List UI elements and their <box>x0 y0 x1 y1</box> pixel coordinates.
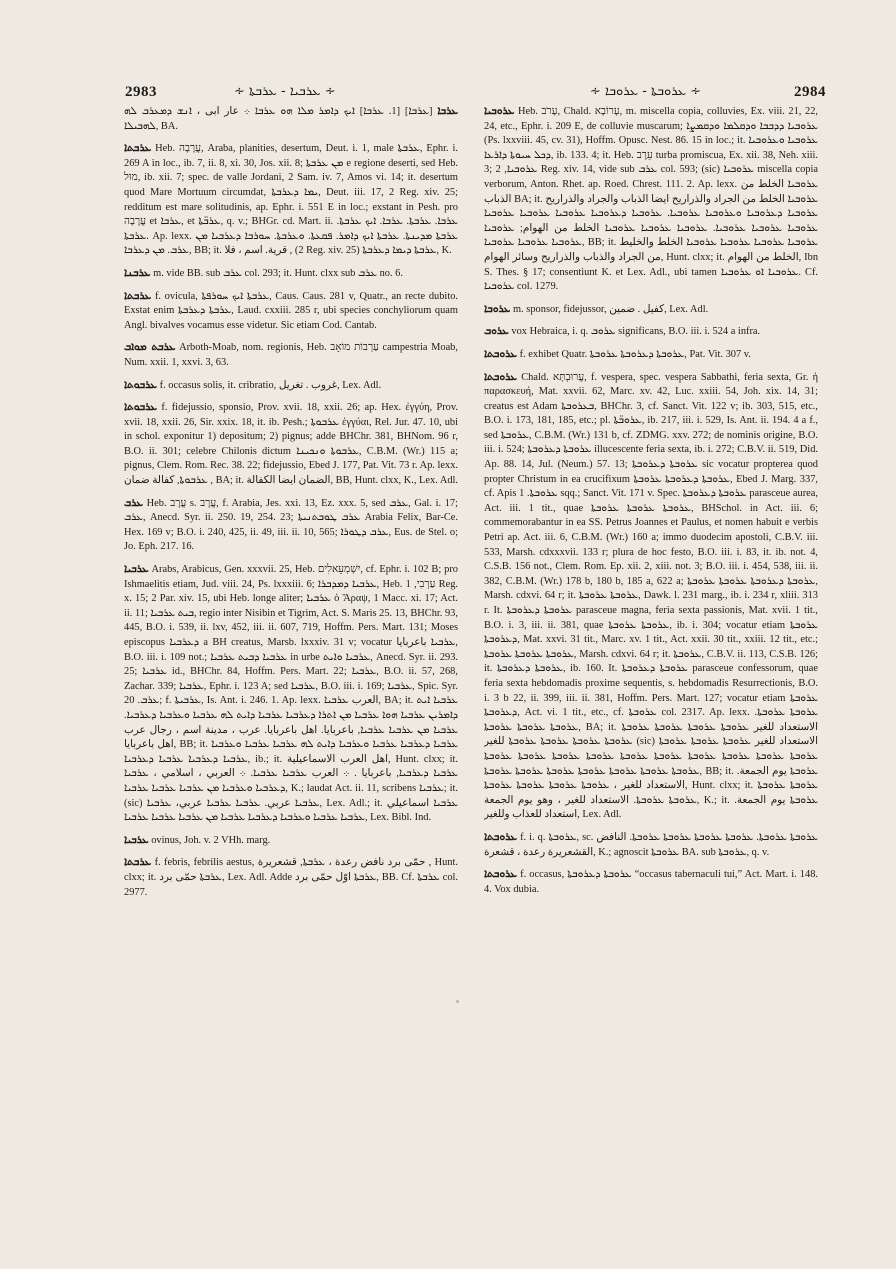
scan-speck <box>456 1000 459 1003</box>
left-page-number: 2983 <box>125 84 157 100</box>
entry-headword: ܥܪܒܬܐ <box>124 142 152 155</box>
left-running-head: ∻ ܥܪܒܝܐ - ܥܪܒܬܐ ∻ <box>234 84 336 99</box>
dictionary-entry <box>124 340 458 370</box>
right-running-head: ∻ ܥܪܘܒܬܐ - ܥܪܘܒܐ ∻ <box>590 84 702 99</box>
entry-headword: ܥܪܒܝܐ <box>124 833 149 846</box>
dictionary-entry <box>484 867 818 897</box>
dictionary-entry <box>124 562 458 826</box>
entry-headword: ܥܪܘܒܬܐ <box>484 830 518 843</box>
entry-text: Heb. עָרֹב, Chald. עָרוֹבָא, m. miscella copia, colluvies, Ex. viii. 21, 22, 24, etc., Ephr. i. 209 E, de colluvie muscarum; ܥܪܘܒܝܐ ܕܕܒܒܐ ܘܕܩܠܡܐ ܘܕܩܡܨܐ (Ps. lxxviii. 45, cv. 31), Hoffm. Opusc. Nest. 86. 15 in loc.; it. ܥܪܘܒܝܐ ܘܥܪܘܒܝܐ ܕܟܠ ܚܝܘܬܐ ܕܐܪܥܐ, ib. 133. 4; it. Heb. עֵרֶב turba promiscua, Ex. xii. 38, Neh. xiii. 3; ܥܪܘܒܝܐ, 2 Reg. xiv. 14, vide sub ܥܪܒ col. 593; (sic) ܥܪܘܒܝܐ miscella copia verborum, Anton. Rhet. ap. Roed. Chrest. 111. 2. Ap. lexx. ܥܪܘܒܝܐ الخلط من الذباب BA; it. ܥܪܘܒܝܐ الخلط من الجراد والذراريح ايضا الذباب والجراد والذراريح ܥܪܘܒܝܐ ܕܥܪܘܒܝܐ ܘܥܪܘܒܝܐ ܥܪܘܒܝܐ. ܥܪܘܒܝܐ ܕܥܪܘܒܝܐ ܥܪܘܒܝܐ ܥܪܘܒܝܐ ܥܪܘܒܝܐ ܥܪܘܒܝܐ ܥܪܘܒܝܐ ܥܪܘܒܝܐ. ܥܪܘܒܝܐ ܥܪܘܒܝܐ ܥܪܘܒܝܐ الخلط من الهوام; ܥܪܘܒܝܐ ܥܪܘܒܝܐ ܥܪܘܒܝܐ ܥܪܘܒܝܐ, BB; it. ܥܪܘܒܝܐ ܥܪܘܒܝܐ ܥܪܘܒܝܐ ܥܪܘܒܝܐ الخلط والخليط من الجراد والذباب والذراريح وسائر الهوام, Hunt. clxx; it. الخلط من الهوام, Ibn S. Thes. § 17; consentiunt K. et Lex. Adl., ubi tamen ܥܪܘܒܝܐ ܐܘ ܥܪܘܒܝܐ. Cf. ܥܪܘܒܝܐ col. 1279. <box>484 106 818 293</box>
dictionary-entry <box>124 855 458 900</box>
entry-text: f. i. q. ܥܪܘܒܬܐ, sc. ܥܪܘܒܬܐ ܥܪܘܒܬܐ. ܥܪܘܒܬܐ ܥܪܘܒܬܐ ܥܪܘܒܬܐ ܥܪܘܒܬܐ. النافض القشعريرة رعدة ، قشعرة, K.; agnoscit ܥܪܘܒܬܐ BA. sub ܥܪܘܒܬܐ, q. v. <box>484 831 818 858</box>
dictionary-entry <box>124 496 458 555</box>
dictionary-entry <box>124 833 458 849</box>
entry-text: m. sponsor, fidejussor, كفيل . ضمين, Lex. Adl. <box>513 303 709 315</box>
entry-text: Chald. עֲרוּבְתָּא, f. vespera, spec. vespera Sabbathi, feria sexta, Gr. ἡ παρασκευή, Mat. xxvii. 62, Marc. xv. 42, Luc. xxiii. 54, Joh. xix. 14, 31; creatus est Adam ܒܥܪܘܒܬܐ, BHChr. 3, cf. Sanct. Vit. 122 v; ib. 303, 515, etc., B.O. i. 173, 181, 185, etc.; pl. ܥܪܘܒ̈ܬܐ, ib. 217, iii. i. 529, Is. Ant. ii. 194. 4 a f., sed ܥܪܘܒܬܐ, C.B.M. (Wr.) 131 b, cf. ZDMG. xxv. 272; de nominis origine, B.O. iii. i. 524; ܥܪܘܒܬܐ ܕܥܪܘܒܬܐ illucescente feria sexta, ib. i. 272; C.B.V. ii. 519, Did. Ap. 88. 14, Jul. (Neum.) 57. 13; ܥܪܘܒܬܐ ܕܥܪܘܒܬܐ sic vocatur propterea quod propter Christum in ea crucifixum ܥܪܘܒܬܐ ܕܥܪܘܒܬܐ ܥܪܘܒܬܐ, Ebed J. Marg. 337, cf. Apis ܥܪܘܒܬܐ. 1 sqq.; Sanct. Vit. 171 v. Spec. ܥܪܘܒܬܐ ܕܥܪܘܒܬܐ parasceue aurea, Act. iii. 1 tit., quae ܥܪܘܒܬܐ ܥܪܘܒܬܐ ܥܪܘܒܬܐ, BHSchol. in Act. iii. 6; commemorabantur in ea SS. Petrus Joannes et Paulus, et nomen habuit e verbis Petri ap. Act. iii. 6, C.B.M. (Wr.) 160 a; immo duodecim apostoli, C.B.V. iii. 533, Marsh. cdxxxvii. 133 r; plura de hoc festo, B.O. iii. i. 83, it. ib. not. 4, C.S.B. 156 not., Clem. Rom. Ep. xii. 2, xiii. not. 3; B.O. iii. i. 454, 538, iii. ii. 382, C.B.M. (Wr.) 178 b, 180 b, 185 a, 622 a; ܥܪܘܒܬܐ ܕܥܪܘܒܬܐ ܥܪܘܒܬܐ ܥܪܘܒܬܐ, Marsh. cdxvi. 64 r; it. ܥܪܘܒܬܐ ܥܪܘܒܬܐ, Dawk. l. 231 marg., ib. i. 234 r, xliii. 313 r. It. ܥܪܘܒܬܐ ܕܥܪܘܒܬܐ parasceue magna, feria sexta passionis, Mat. xvii. 1 tit., B.O. i. 3, iii. ii. 381, quae ܥܪܘܒܬܐ ܥܪܘܒܬܐ, ib. i. 304; vocatur etiam ܥܪܘܒܬܐ ܕܥܪܘܒܬܐ, Mat. xxvi. 31 tit., Marc. xv. 1 tit., Act. xxii. 30 tit., xxiii. 12 tit., etc.; ܥܪܘܒܬܐ ܥܪܘܒܬܐ ܥܪܘܒܬܐ, Marsh. cdxvi. 64 r; it. ܥܪܘܒܬܐ, C.B.V. ii. 113, C.S.B. 126; it. ܥܪܘܒܬܐ ܕܥܪܘܒܬܐ, ib. 160. It. ܥܪܘܒܬܐ ܕܥܪܘܒܬܐ parasceue confessorum, quae feria sexta hebdomadis proxime sequentis, s. hebdomadis Resurrectionis, B.O. i. 3 b 22, ii. 399, iii. ii. 381, Hoffm. Pers. Mart. 127; vocatur etiam ܥܪܘܒܬܐ ܕܥܪܘܒܬܐ, Act. vi. 1 tit., etc., cf. ܥܪܘܒܬܐ col. 2317. Ap. lexx. ܥܪܘܒܬܐ ܥܪܘܒܬܐ. ܥܪܘܒܬܐ ܥܪܘܒܬܐ ܥܪܘܒܬܐ, BA; it. الاستعداد للغير ܥܪܘܒܬܐ ܥܪܘܒܬܐ ܥܪܘܒܬܐ ܥܪܘܒܬܐ ܥܪܘܒܬܐ ܥܪܘܒܬܐ ܥܪܘܒܬܐ ܥܪܘܒܬܐ للغير (sic) الاستعداد للغير ܥܪܘܒܬܐ ܥܪܘܒܬܐ ܥܪܘܒܬܐ ܥܪܘܒܬܐ ܥܪܘܒܬܐ ܥܪܘܒܬܐ ܥܪܘܒܬܐ ܥܪܘܒܬܐ ܥܪܘܒܬܐ ܥܪܘܒܬܐ ܥܪܘܒܬܐ ܥܪܘܒܬܐ ܥܪܘܒܬܐ ܥܪܘܒܬܐ ܥܪܘܒܬܐ ܥܪܘܒܬܐ ܥܪܘܒܬܐ ܥܪܘܒܬܐ ܥܪܘܒܬܐ ܥܪܘܒܬܐ, BB; it. ܥܪܘܒܬܐ يوم الجمعة. الاستعداد للغير ، ܥܪܘܒܬܐ ܥܪܘܒܬܐ ܥܪܘܒܬܐ ܥܪܘܒܬܐ, Hunt. clxx; it. ܥܪܘܒܬܐ ܥܪܘܒܬܐ ܥܪܘܒܬܐ ܥܪܘܒܬܐ. الاستعداد للغير ، وهو يوم الجمعة, K.; it. ܥܪܘܒܬܐ يوم الجمعة. استعداد للعذاب وللغير, Lex. Adl. <box>484 371 818 821</box>
dictionary-entry <box>124 378 458 394</box>
dictionary-entry <box>484 830 818 860</box>
entry-text: f. occasus solis, it. cribratio, غروب . تغريل, Lex. Adl. <box>159 379 382 391</box>
entry-headword: ܥܪܒܝܐ <box>124 563 149 576</box>
dictionary-entry <box>124 400 458 489</box>
dictionary-entry <box>484 324 818 340</box>
dictionary-entry <box>124 289 458 334</box>
entry-text: vox Hebraica, i. q. ܥܪܘܒ significans, B.O. iii. i. 524 a infra. <box>511 326 761 338</box>
dictionary-entry <box>484 302 818 318</box>
dictionary-entry <box>484 104 818 295</box>
entry-text: Heb. עֲרָבָה, Araba, planities, desertum, Deut. i. 1, male ܥܪܒܬܐ, Ephr. i. 269 A in loc., ib. 7, ii. 8, xi. 30, Jos. xii. 8; ܡܢ ܥܪܒܬܐ e regione deserti, sed Heb. מוּל, ib. xii. 7; spec. de valle Jordani, 2 Sam. iv. 7, Amos vi. 14; it. desertum quod Mare Mortuum circumdat, ܝܡܐ ܕܥܪܒܬܐ, Deut. iii. 17, 2 Reg. xiv. 25; redditum est mare solitudinis, ap. Ephr. i. 551 E in loc.; exstant in Pesh. pro עֲרָבָה et ܥܪܒܐ, et ܥܪܒ̈ܬܐ, q. v.; BHGr. cd. Mart. ii. ܥܪܒܐ. ܥܪܒܬܐ. ܥܪܒܐ. ܐܝܟ ܥܪܒܬܐ. ܥܪܒܬܐ. Ap. lexx. ܥܪܒܬܐ ܡܕܝܢܬܐ. ܥܪܒܬܐ ܐܝܟ ܕܐܡܪ. ܦܩܥܬܐ. ܘܥܪܒܬܐ. ܚܘܪܒܐ ܕܥܪܒܝܐ ܡܢ ܥܪܒ. ܡܢ ܕܥܪܒܐ, BB; it. قرية. اسم ، فلا , (2 Reg. xiv. 25) ܥܪܒܬܐ ܕܝܡܐ ܕܥܪܒܬܐ, K. <box>124 143 458 257</box>
entry-text: f. occasus, ܥܪܘܒܬܐ ܕܥܪܘܒܬܐ “occasus tabernaculi tui,” Act. Mart. i. 148. 4. Vox dubia. <box>484 869 818 895</box>
left-column <box>124 104 458 1254</box>
dictionary-entry <box>124 141 458 259</box>
entry-headword: ܥܪܒܘܬܐ <box>124 378 158 391</box>
entry-headword: ܥܪܒ <box>124 496 143 509</box>
entry-headword: ܥܪܘܒ <box>484 325 509 338</box>
entry-text: m. vide BB. sub ܥܪܒ col. 293; it. Hunt. clxx sub ܥܪܒ no. 6. <box>153 267 403 279</box>
entry-text: f. exhibet Quatr. ܥܪܘܒܬܐ ܕܥܪܘܒܬܐ ܥܪܘܒܬܐ, Pat. Vit. 307 v. <box>519 348 751 360</box>
dictionary-entry <box>124 104 458 134</box>
entry-text: f. fidejussio, sponsio, Prov. xvii. 18, xxii. 26; ap. Hex. ἐγγύη, Prov. xvii. 18, xxii. 26, Sir. xxix. 18, it. ib. Pesh.; ܥܪܒܘܬܐ ἐγγύαι, Rel. Jur. 47. 10, ubi in schol. exponitur 1) depositum; 2) pignus; adde BHChr. 381, BHNom. 96 r, B.O. ii. 301; celebre Chilonis dictum ܥܪܒܘܬܐ ܘܢܟܝܢܐ, C.B.M. (Wr.) 115 a; pignus, Clem. Rom. Rec. 38. 22; fidejussio, Ebed J. 177, Pat. Vit. 73 r. Ap. lexx. ܥܪܒܘܬܐ, كفالة ضمان , BA; it. الضمان ايضا الكفالة, BB, Hunt. clxx, K., Lex. Adl. <box>124 402 458 487</box>
entry-text: ovinus, Joh. v. 2 VHh. marg. <box>151 834 271 846</box>
right-page-number: 2984 <box>794 84 826 100</box>
entry-headword: ܥܪܘܒܐ <box>484 302 511 315</box>
entry-headword: ܥܪܒܬܐ <box>124 289 152 302</box>
entry-headword: ܥܪܒܐ <box>437 105 458 117</box>
entry-headword: ܥܪܒܬܐ <box>124 856 152 869</box>
entry-headword: ܥܪܘܒܝܐ <box>484 105 515 117</box>
dictionary-entry <box>124 266 458 282</box>
entry-headword: ܥܪܘܒܬܐ <box>484 347 518 360</box>
dictionary-entry <box>484 347 818 363</box>
dictionary-entry <box>484 370 818 823</box>
entry-headword: ܥܪܒܬ ܡܘܐܒ <box>124 341 176 354</box>
entry-text: f. ovicula, ܥܪܒܬܐ ܐܝܟ ܚܘܪܦܬܐ, Caus. Caus. 281 v, Quatr., an recte dubito. Exstat enim ܥܪܒܬܐ ܕܥܪܒܬܐ, Laud. cxxiii. 285 r, ubi species conchyliorum quam Angl. bivalves vocamus esse videtur. Sic etiam Cod. Cantab. <box>124 290 458 331</box>
page-header <box>0 0 896 110</box>
right-column <box>484 104 818 1254</box>
entry-text: [ܥܪܒܐ] [1. ܥܪܒܐ] ܐܝܟ ܕܐܡܪ ܡܠܐ ܗܘ ܥܪܒܐ ܀ عار ابى ، ܐܢܫ ܕܡܥܪܒ ܠܗ ܠܗܒܝܠܐ, BA. <box>124 106 433 132</box>
entry-headword: ܥܪܒܘܬܐ <box>124 401 158 414</box>
entry-text: Arboth-Moab, nom. regionis, Heb. עַרְבוֹת מוֹאָב campestria Moab, Num. xxii. 1, xxvi. 3, 63. <box>124 342 458 368</box>
entry-headword: ܥܪܘܒܬܐ <box>484 370 518 383</box>
entry-text: Heb. עֲרָב s. עֲרָב, f. Arabia, Jes. xxi. 13, Ez. xxx. 5, sed ܥܪܒ, Gal. i. 17; ܥܪܒ, Anecd. Syr. ii. 250. 19, 254. 23; ܥܪܒ ܛܘܒܬܢܝܬܐ Arabia Felix, Bar-Ce. Hex. 169 v; B.O. i. 240, 425, ii. 49, iii. ii. 10, 565; ܥܪܒ ܕܛܘܪܐ, Eus. de Stel. o; Jo. Eph. 217. 16. <box>124 497 458 553</box>
entry-text: Arabs, Arabicus, Gen. xxxvii. 25, Heb. יִשְׁמְעֵאלִים, cf. Ephr. i. 102 B; pro Ishmaelitis etiam, Jud. viii. 24, Ps. lxxxiii. 6; ܥܪܒܝܐ ܕܡܕܒܪܐ, Heb. עַרְבִי, 1 Reg. x. 15; 2 Par. xiv. 15, ubi Heb. longe aliter; ܥܪܒܝܐ ὁ Ἄραψ, 1 Macc. xi. 17; Act. ii. 11; ܒܝܬ ܥܪܒܝܐ, regio inter Nisibin et Tigrim, Act. S. Maris 25. 13, BHChr. 93, 445, B.O. i. 539, ii. lxv, 452, iii. ii. 607, 719, Hoffm. Pers. Mart. 131; Moses episcopus ܕܥܪܒܝܐ a BH creatus, Marsb. lxxxiv. 31 v; vocatur ܥܪܒܝܐ باعربايا, B.O. iii. i. 109 not.; ܥܪܒܝܐ ܕܒܝܬ ܥܪܒܝܐ in urbe ܥܪܒܝܐ ܘܐܝܬ, Anecd. Syr. ii. 293. 25; ܥܪܒܝܐ id., BHChr. 84, Hoffm. Pers. Mart. 22; ܥܪܒܝܐ, B.O. ii. 57, 268, Zachar. 339; ܥܪܒܝܐ, Ephr. i. 123 A; sed ܥܪܒܝܐ, B.O. iii. i. 169; ܥܪܒܝܐ, Spic. Syr. ܥܪܒ. 20; f. ܥܪܒܝܬܐ, Is. Ant. i. 246. 1. Ap. lexx. العرب ܥܪܒܝܐ, BA; it. ܥܪܒܝܐ ܐܝܬ ܕܐܡܪܝܢ ܥܪܒܝܐ ܗܘܐ ܥܪܒܝܐ ܡܢ ܐܬܪܐ ܕܥܪܒܝܐ ܥܪܒܝܐ ܕܐܝܬ ܠܗ ܥܪܒܝܐ ܘܥܪܒܝܐ ܕܥܪܒܝܐ. ܥܪܒܝܐ ܡܢ ܥܪܒܝܐ ܥܪܒܝܐ, باعربايا. اهل باعربايا. عرب ، مدينة اسم ، رجال عرب اهل باعربايا, BB; it. ܥܪܒܝܐ ܕܥܪܒܝܐ ܥܪܒܝܐ ܘܥܪܒܝܐ ܕܐܝܬ ܠܗ ܥܪܒܝܐ ܥܪܒܝܐ ܘܥܪܒܝܐ ܥܪܒܝܐ ܕܥܪܒܝܐ ܥܪܒܝܐ ܕܥܪܒܝܐ, ib.; it. اهل العرب الاسماعيلية, Hunt. clxx; it. ܥܪܒܝܐ ܕܥܪܒܝܐ, باعربايا . ܀ العرب ܥܪܒܝܐ ܥܪܒܝܐ. ܀ العربي ، اسلامي ، ܥܪܒܝܐ ܕܥܪܒܝܐ ܘܥܪܒܝܐ ܡܢ ܥܪܒܝܐ ܥܪܒܝܐ ܥܪܒܝܐ, K.; laudat Act. ii. 11, scribens ܥܪܒܝܐ; it. (sic) ܥܪܒܝܐ عربي. ܥܪܒܝܐ ܥܪܒܝܐ عربي، ܥܪܒܝܐ, Lex. Adl.; it. ܥܪܒܝܐ اسماعيلي ܥܪܒܝܐ ܥܪܒܝܐ ܘܥܪܒܝܐ ܕܥܪܒܝܐ ܥܪܒܝܐ ܡܢ ܥܪܒܝܐ ܥܪܒܝܐ ܥܪܒܝܐ, Lex. Bibl. Ind. <box>124 564 458 824</box>
entry-headword: ܥܪܒܢܐ <box>124 266 151 279</box>
entry-text: f. febris, febrilis aestus, حمّى برد نافض رعدة ، ܥܪܒܬܐ, قشعريرة , Hunt. clxx; it. ܥܪܒܬܐ حمّى برد, Lex. Adl. Adde ܥܪܒܬܐ اوّل حمّى برد, BB. Cf. ܥܪܒܬܐ col. 2977. <box>124 857 458 898</box>
entry-headword: ܥܪܘܒܬܐ <box>484 868 518 881</box>
